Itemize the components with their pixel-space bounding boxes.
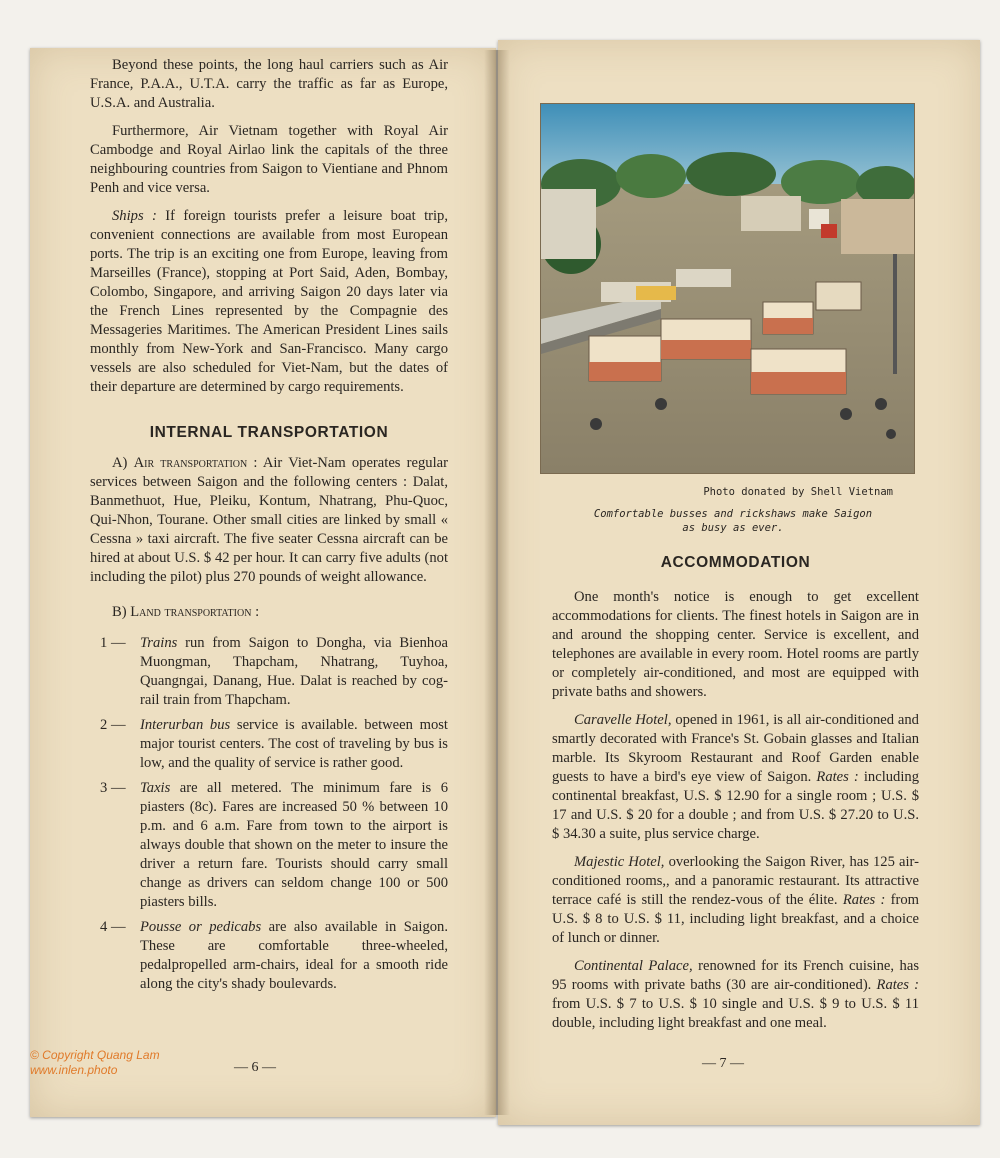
paragraph-land-transportation — [90, 603, 448, 622]
paragraph-air-vietnam: Furthermore, Air Vietnam together with Royal Air Cambodge and Royal Airlao link the capitals of the three neighbouring countries from Saigon to Vientiane and Phnom Penh and vice versa. — [90, 123, 448, 196]
heading-accommodation: ACCOMMODATION — [660, 554, 811, 571]
land-transportation-label: Land transportation — [130, 604, 252, 620]
page-number-left: — 6 — — [234, 1060, 276, 1075]
list-item — [90, 779, 448, 912]
caravelle-rates-text: including continental breakfast, U.S. $ 12.90 for a single room ; U.S. $ 17 and U.S. $ 20 for a double ; and from U.S. $ 27.20 to U.S. $ 34.30 a suite, plus service charge. — [552, 769, 919, 842]
list-number: 3 — — [100, 780, 126, 796]
photo-illustration — [541, 104, 914, 473]
page-number-right: — 7 — — [702, 1056, 744, 1071]
photo-caption-line2: as busy as ever. — [682, 522, 784, 534]
majestic-rates-label: Rates : — [842, 892, 886, 908]
paragraph-caravelle — [552, 711, 919, 844]
left-page-text — [90, 56, 448, 1000]
copyright-line: © Copyright Quang Lam — [30, 1048, 160, 1062]
list-item — [90, 634, 448, 710]
list-term: Taxis — [140, 780, 171, 796]
majestic-text: overlooking the Saigon River, has 125 air-conditioned rooms,, and a panoramic restaurant. Its attractive terrace café is still the rendez-vous of the élite. — [552, 854, 919, 908]
caravelle-name: Caravelle Hotel, — [574, 712, 672, 728]
caravelle-rates-label: Rates : — [816, 769, 859, 785]
list-text: are all metered. The minimum fare is 6 piasters (8c). Fares are increased 50 % between 10 p.m. and 6 a.m. Fare from town to the airport is always double that shown on the meter to insure the driver a return fare. Tourists should carry small change as drivers can seldom change 100 or 500 piasters bills. — [140, 780, 448, 910]
caravelle-text: opened in 1961, is all air-conditioned and smartly decorated with France's St. Gobain glasses and Italian marble. Its Skyroom Restaurant and Roof Garden enable guests to have a bird's eye view of Saigon. — [552, 712, 919, 785]
ships-label: Ships : — [112, 208, 157, 224]
list-item — [90, 918, 448, 994]
photo-caption-line1: Comfortable busses and rickshaws make Saigon — [593, 508, 873, 520]
photo-credit: Photo donated by Shell Vietnam — [703, 486, 893, 498]
copyright-url: www.inlen.photo — [30, 1063, 118, 1077]
paragraph-accommodation-intro: One month's notice is enough to get excellent accommodations for clients. The finest hotels in Saigon are in and around the shopping center. Service is excellent, and telephones are available in every room. Hotel rooms are partly or completely air-conditioned, and most are equipped with private baths and showers. — [552, 589, 919, 700]
land-prefix: B) — [112, 604, 131, 620]
paragraph-continental — [552, 957, 919, 1033]
paragraph-ships — [90, 207, 448, 397]
paragraph-air-transportation — [90, 454, 448, 587]
list-term: Trains — [140, 635, 178, 651]
paragraph-long-haul: Beyond these points, the long haul carriers such as Air France, P.A.A., U.T.A. carry the traffic as far as Europe, U.S.A. and Australia. — [90, 57, 448, 111]
land-suffix: : — [251, 604, 260, 620]
air-transportation-text: : Air Viet-Nam operates regular services between Saigon and the following centers : Dalat, Banmethuot, Hue, Pleiku, Kontum, Nhatrang, Phu-Quoc, Qui-Nhon, Tourane. Other small cities are linked by small « Cessna » taxi aircraft. The five seater Cessna aircraft can be hired at about U.S. $ 42 per hour. It can carry five adults (not including the pilot) plus 270 pounds of weight allowance. — [90, 455, 448, 585]
list-text: service is available. between most major tourist centers. The cost of traveling by bus is low, and the quality of service is rather good. — [140, 717, 448, 771]
air-prefix: A) — [112, 455, 134, 471]
paragraph-majestic — [552, 853, 919, 948]
copyright-watermark — [30, 1048, 160, 1078]
continental-name: Continental Palace, — [574, 958, 693, 974]
right-page-text — [552, 588, 919, 1042]
list-item — [90, 716, 448, 773]
list-number: 4 — — [100, 919, 126, 935]
majestic-name: Majestic Hotel, — [574, 854, 665, 870]
list-number: 1 — — [100, 635, 126, 651]
continental-text: renowned for its French cuisine, has 95 rooms with private baths (30 are air-conditioned). — [552, 958, 920, 993]
list-text: run from Saigon to Dongha, via Bienhoa Muongman, Thapcham, Nhatrang, Tuyhoa, Quangngai, Danang, Hue. Dalat is reached by cog-rail train from Thapcham. — [140, 635, 448, 708]
continental-rates-text: from U.S. $ 7 to U.S. $ 10 single and U.S. $ 9 to U.S. $ 11 double, including light breakfast and one meal. — [552, 996, 919, 1031]
list-number: 2 — — [100, 717, 126, 733]
continental-rates-label: Rates : — [876, 977, 920, 993]
saigon-street-photo — [540, 103, 915, 474]
list-text: are also available in Saigon. These are comfortable three-wheeled, pedalpropelled arm-chairs, ideal for a smooth ride along the city's shady boulevards. — [140, 919, 448, 992]
ships-text: If foreign tourists prefer a leisure boat trip, convenient connections are available from most European ports. The trip is an exciting one from Europe, leaving from Marseilles (France), stopping at Port Said, Aden, Bombay, Colombo, Singapore, and arriving Saigon 20 days later via the French Lines represented by the Compagnie des Messageries Maritimes. The American President Lines sails monthly from New-York and San-Francisco. Many cargo vessels are also scheduled for Viet-Nam, but the dates of their departure are determined by cargo requirements. — [90, 208, 448, 395]
list-term: Pousse or pedicabs — [140, 919, 262, 935]
air-transportation-label: Air transportation — [133, 455, 248, 471]
list-term: Interurban bus — [140, 717, 231, 733]
page-gutter — [484, 50, 510, 1115]
heading-internal-transportation: INTERNAL TRANSPORTATION — [149, 424, 389, 441]
majestic-rates-text: from U.S. $ 8 to U.S. $ 11, including light breakfast, and a choice of lunch or dinner. — [552, 892, 919, 946]
